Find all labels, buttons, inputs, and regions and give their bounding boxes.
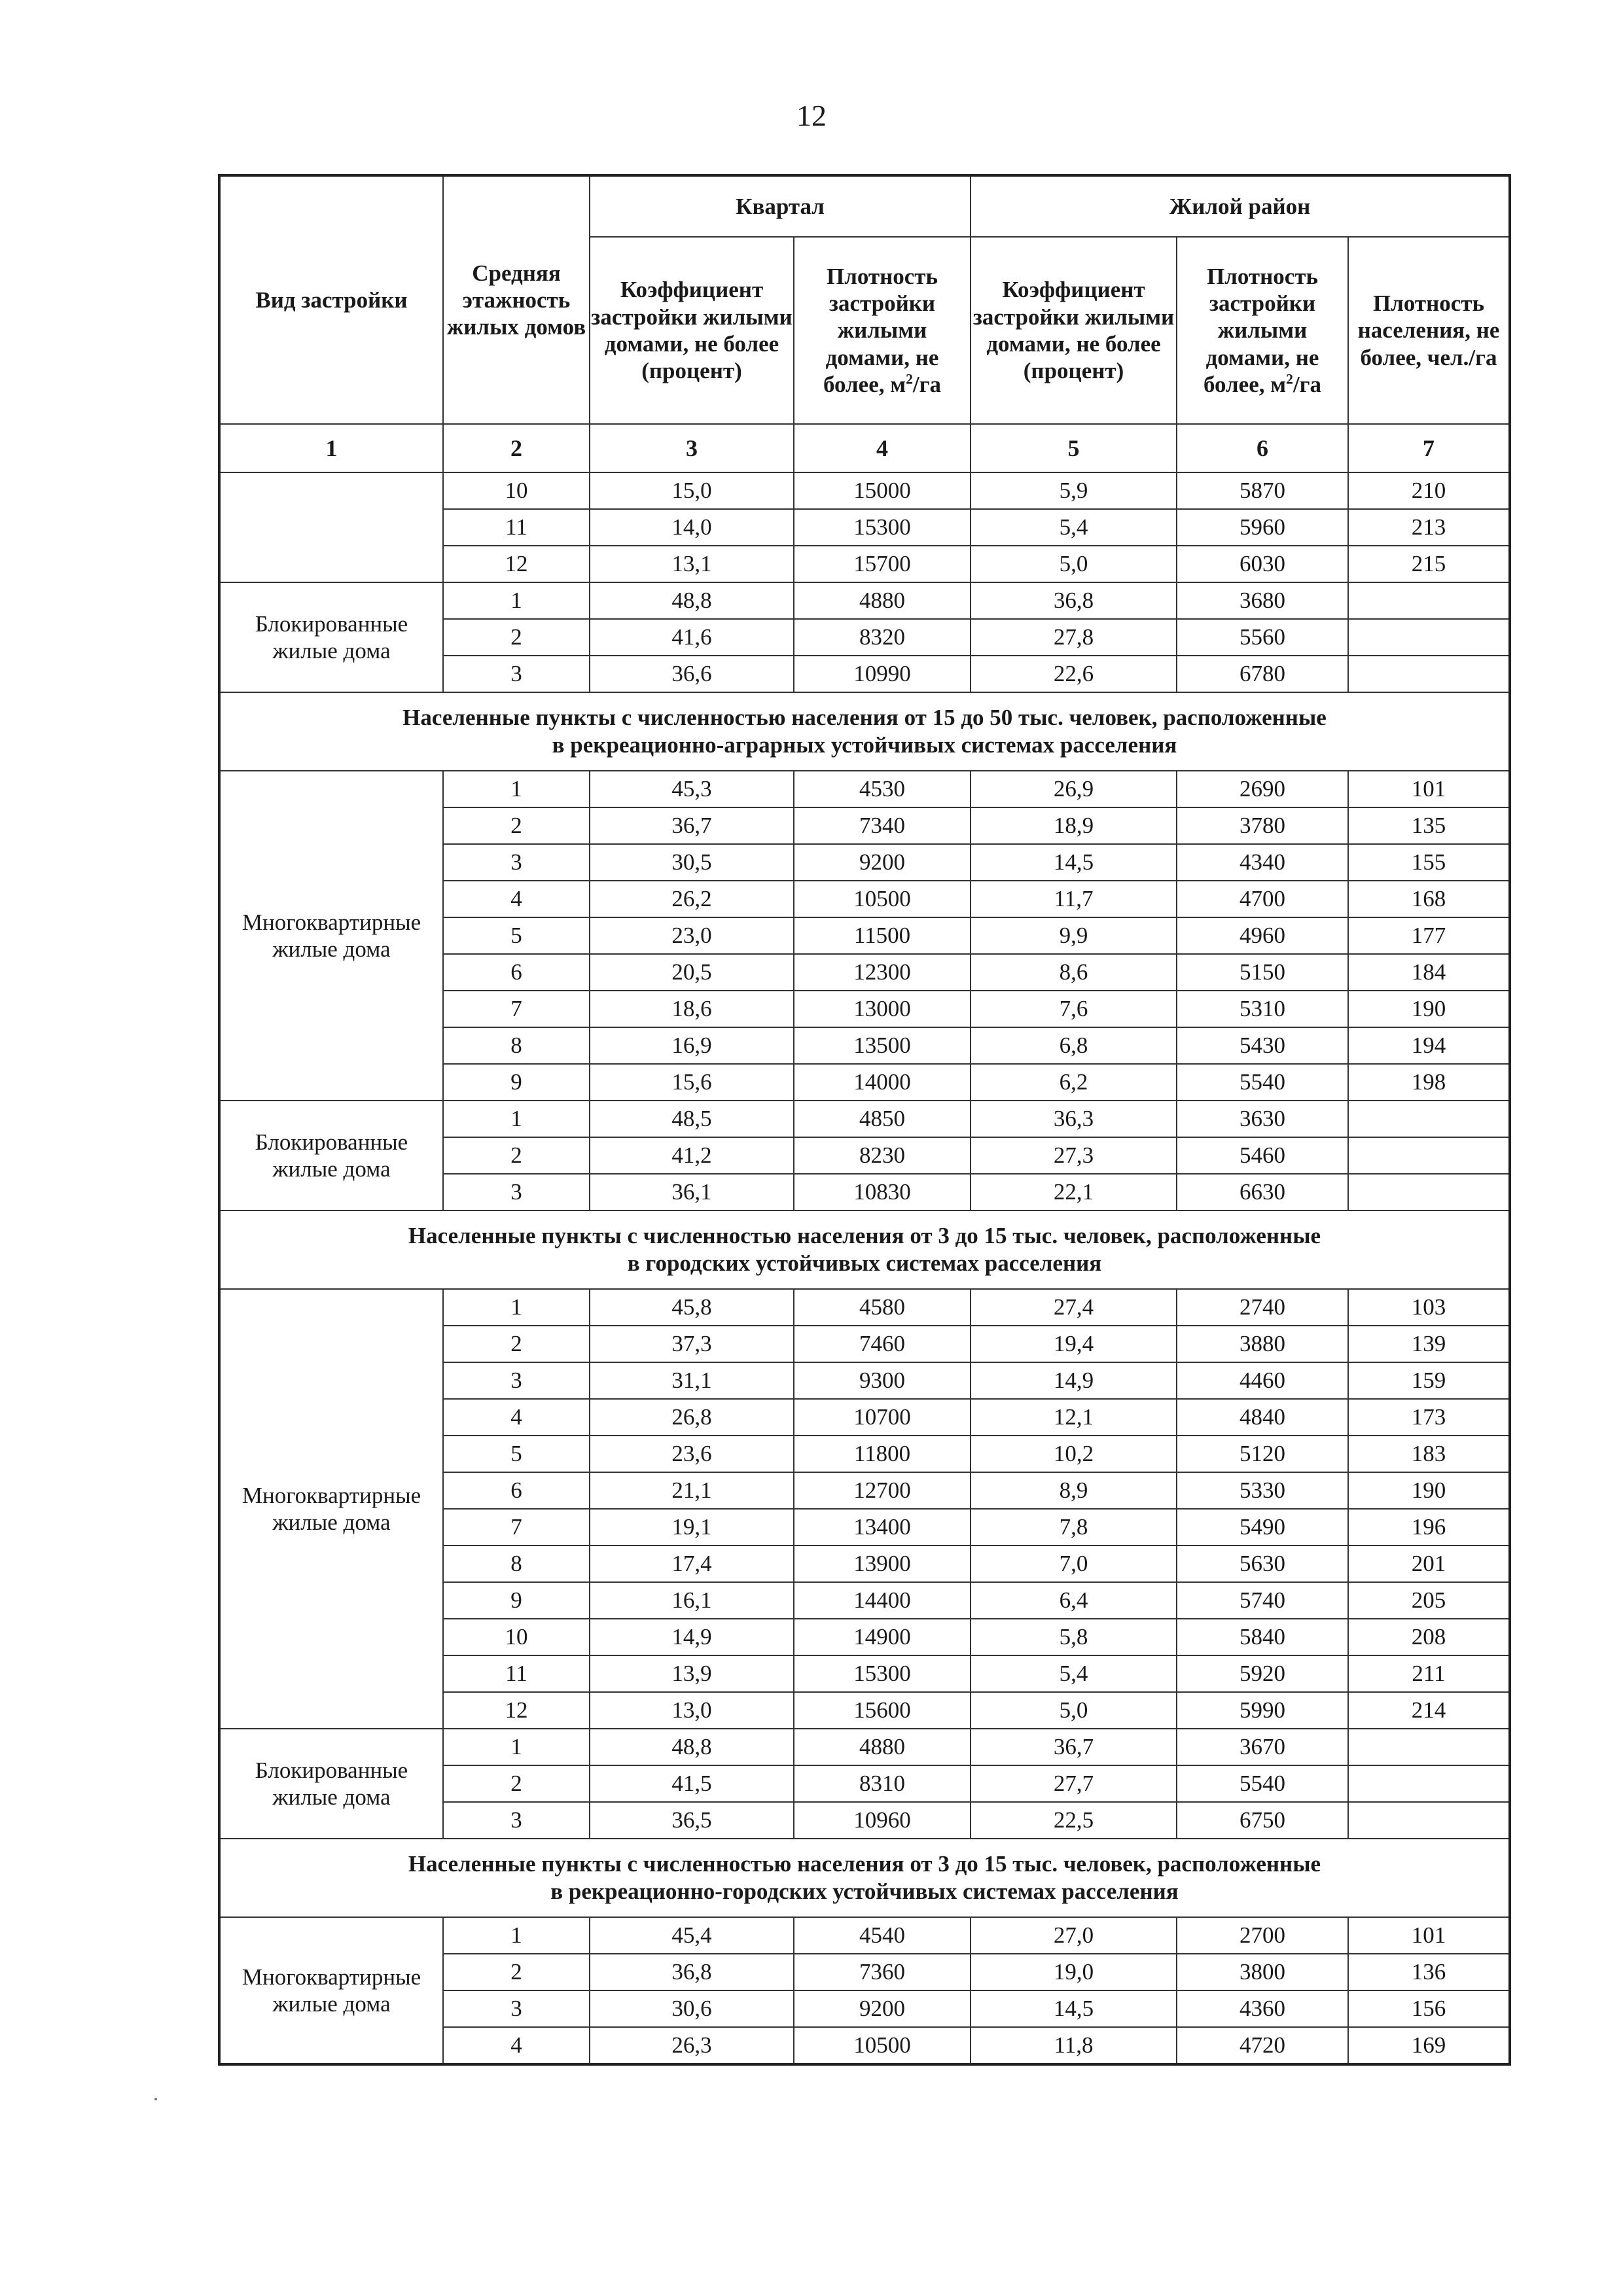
table-cell: 103 [1348,1289,1510,1326]
table-cell: 6,2 [971,1064,1177,1101]
table-cell: 13400 [794,1509,971,1545]
table-cell: 23,0 [590,917,794,954]
column-number: 3 [590,424,794,472]
table-cell: 6630 [1177,1174,1348,1210]
table-cell: 3 [443,1362,590,1399]
table-cell: 9 [443,1064,590,1101]
table-cell: 3 [443,844,590,881]
table-cell: 101 [1348,1917,1510,1954]
table-cell: 184 [1348,954,1510,991]
table-cell: 1 [443,1289,590,1326]
table-cell: 9300 [794,1362,971,1399]
table-cell: 15,0 [590,472,794,509]
table-cell: 12300 [794,954,971,991]
table-cell: 5 [443,917,590,954]
table-cell: 4880 [794,1729,971,1765]
table-cell: 5540 [1177,1064,1348,1101]
header-building-type: Вид застройки [219,175,443,424]
table-cell: 15700 [794,546,971,582]
building-type-cell: Блокированные жилые дома [219,1101,443,1210]
table-cell: 27,4 [971,1289,1177,1326]
table-cell: 208 [1348,1619,1510,1655]
table-row [219,771,1510,807]
table-cell: 5310 [1177,991,1348,1027]
table-cell: 13,1 [590,546,794,582]
table-cell: 2 [443,1765,590,1802]
table-cell: 14900 [794,1619,971,1655]
table-cell: 30,6 [590,1990,794,2027]
table-cell: 4530 [794,771,971,807]
table-cell: 30,5 [590,844,794,881]
header-district-coefficient: Коэффициент застройки жилыми домами, не более (процент) [971,237,1177,424]
table-cell [1348,1729,1510,1765]
table-cell: 3 [443,656,590,692]
table-cell: 36,7 [971,1729,1177,1765]
table-cell: 159 [1348,1362,1510,1399]
table-cell: 198 [1348,1064,1510,1101]
table-cell: 4960 [1177,917,1348,954]
table-cell: 45,4 [590,1917,794,1954]
table-cell: 13500 [794,1027,971,1064]
page-number: 12 [796,99,827,132]
header-population-density: Плотность населения, не более, чел./га [1348,237,1510,424]
table-cell: 101 [1348,771,1510,807]
table-cell: 5,9 [971,472,1177,509]
section-heading [219,1210,1510,1289]
table-cell [1348,1765,1510,1802]
table-cell: 16,1 [590,1582,794,1619]
table-cell: 155 [1348,844,1510,881]
table-cell: 5990 [1177,1692,1348,1729]
column-number: 2 [443,424,590,472]
table-row [219,1917,1510,1954]
table-cell: 215 [1348,546,1510,582]
table-cell: 5,0 [971,1692,1177,1729]
table-cell: 41,6 [590,619,794,656]
table-cell: 9200 [794,1990,971,2027]
table-cell: 26,3 [590,2027,794,2064]
table-cell: 12 [443,546,590,582]
table-cell: 2 [443,807,590,844]
table-cell: 41,2 [590,1137,794,1174]
table-cell: 3670 [1177,1729,1348,1765]
table-cell: 5330 [1177,1472,1348,1509]
table-cell: 27,7 [971,1765,1177,1802]
table-cell: 196 [1348,1509,1510,1545]
table-cell: 20,5 [590,954,794,991]
table-cell: 177 [1348,917,1510,954]
table-cell: 10,2 [971,1436,1177,1472]
table-cell: 18,9 [971,807,1177,844]
table-cell [1348,619,1510,656]
table-cell: 21,1 [590,1472,794,1509]
table-cell: 6 [443,1472,590,1509]
table-cell: 14,5 [971,844,1177,881]
table-cell: 1 [443,1729,590,1765]
table-cell: 11 [443,1655,590,1692]
table-cell: 4340 [1177,844,1348,881]
table-cell: 36,5 [590,1802,794,1839]
table-cell: 11800 [794,1436,971,1472]
table-cell: 8,6 [971,954,1177,991]
table-cell: 31,1 [590,1362,794,1399]
building-type-cell: Многоквартирные жилые дома [219,771,443,1101]
table-cell: 7360 [794,1954,971,1990]
table-cell: 22,1 [971,1174,1177,1210]
scan-artifact-dot [154,2098,157,2100]
table-cell: 15,6 [590,1064,794,1101]
header-group-block: Квартал [590,175,971,237]
table-cell [1348,1802,1510,1839]
table-cell: 23,6 [590,1436,794,1472]
table-row [219,582,1510,619]
section-heading [219,1839,1510,1917]
table-cell: 201 [1348,1545,1510,1582]
table-cell: 16,9 [590,1027,794,1064]
table-cell: 12700 [794,1472,971,1509]
table-cell: 7 [443,1509,590,1545]
column-number: 6 [1177,424,1348,472]
table-cell: 5 [443,1436,590,1472]
table-cell: 2 [443,1137,590,1174]
section-heading-row [219,692,1510,771]
table-cell: 36,6 [590,656,794,692]
table-cell: 2740 [1177,1289,1348,1326]
table-cell: 13,9 [590,1655,794,1692]
table-cell: 2 [443,1954,590,1990]
table-cell: 10960 [794,1802,971,1839]
table-cell: 14,5 [971,1990,1177,2027]
table-cell: 3 [443,1802,590,1839]
section-heading-line: Населенные пункты с численностью населения от 3 до 15 тыс. человек, расположенные [408,1223,1321,1248]
table-cell: 10990 [794,656,971,692]
table-cell: 36,1 [590,1174,794,1210]
table-cell: 10830 [794,1174,971,1210]
table-cell: 14,9 [971,1362,1177,1399]
table-cell: 11 [443,509,590,546]
table-cell: 10700 [794,1399,971,1436]
table-cell: 7,0 [971,1545,1177,1582]
table-cell: 135 [1348,807,1510,844]
table-cell: 37,3 [590,1326,794,1362]
table-cell: 14400 [794,1582,971,1619]
housing-density-table [218,174,1511,2066]
building-type-cell [219,472,443,582]
table-cell: 139 [1348,1326,1510,1362]
table-cell: 7,6 [971,991,1177,1027]
table-cell: 27,8 [971,619,1177,656]
table-cell: 5920 [1177,1655,1348,1692]
table-cell: 7340 [794,807,971,844]
table-cell: 190 [1348,1472,1510,1509]
table-cell: 1 [443,1101,590,1137]
table-cell: 36,7 [590,807,794,844]
table-cell: 213 [1348,509,1510,546]
table-cell: 45,8 [590,1289,794,1326]
table-cell: 15300 [794,1655,971,1692]
table-cell: 5960 [1177,509,1348,546]
table-cell: 4840 [1177,1399,1348,1436]
header-block-density-unit: /га [912,371,942,397]
table-cell: 27,0 [971,1917,1177,1954]
table-cell: 36,3 [971,1101,1177,1137]
table-cell: 18,6 [590,991,794,1027]
table-cell [1348,582,1510,619]
section-heading-line: Населенные пункты с численностью населения от 3 до 15 тыс. человек, расположенные [408,1851,1321,1877]
table-cell: 5,8 [971,1619,1177,1655]
table-cell: 48,5 [590,1101,794,1137]
table-cell: 4360 [1177,1990,1348,2027]
table-cell: 15600 [794,1692,971,1729]
table-cell [1348,1101,1510,1137]
table-cell: 3880 [1177,1326,1348,1362]
table-cell: 5540 [1177,1765,1348,1802]
building-type-cell: Блокированные жилые дома [219,582,443,692]
table-cell: 22,6 [971,656,1177,692]
table-cell: 3680 [1177,582,1348,619]
table-cell: 14,0 [590,509,794,546]
table-cell: 8,9 [971,1472,1177,1509]
table-cell: 7 [443,991,590,1027]
table-cell: 11500 [794,917,971,954]
table-cell: 5870 [1177,472,1348,509]
table-cell: 8320 [794,619,971,656]
table-cell: 4 [443,2027,590,2064]
section-heading-line: в городских устойчивых системах расселения [627,1250,1102,1276]
table-cell: 11,7 [971,881,1177,917]
table-cell: 4460 [1177,1362,1348,1399]
table-cell: 48,8 [590,582,794,619]
table-cell: 17,4 [590,1545,794,1582]
table-cell: 5490 [1177,1509,1348,1545]
section-heading-row [219,1839,1510,1917]
table-cell: 10 [443,472,590,509]
header-district-density-text: Плотность застройки жилыми домами, не более, м [1203,263,1319,397]
table-cell: 15300 [794,509,971,546]
table-cell: 12 [443,1692,590,1729]
table-cell: 1 [443,582,590,619]
table-cell: 26,2 [590,881,794,917]
table-cell: 2690 [1177,771,1348,807]
table-cell: 183 [1348,1436,1510,1472]
table-cell: 19,0 [971,1954,1177,1990]
table-cell: 5460 [1177,1137,1348,1174]
table-cell: 9200 [794,844,971,881]
section-heading-line: в рекреационно-аграрных устойчивых системах расселения [552,732,1177,758]
table-cell: 4 [443,1399,590,1436]
table-cell: 9,9 [971,917,1177,954]
table-cell: 5120 [1177,1436,1348,1472]
column-number-row [219,424,1510,472]
table-header [219,175,1510,472]
table-cell: 6780 [1177,656,1348,692]
table-cell: 48,8 [590,1729,794,1765]
table-cell: 169 [1348,2027,1510,2064]
table-cell: 14,9 [590,1619,794,1655]
table-cell: 8 [443,1545,590,1582]
table-cell: 6 [443,954,590,991]
table-cell: 13,0 [590,1692,794,1729]
table-row [219,1729,1510,1765]
section-heading-line: Населенные пункты с численностью населения от 15 до 50 тыс. человек, расположенные [402,705,1327,730]
table-cell: 8310 [794,1765,971,1802]
table-cell: 5430 [1177,1027,1348,1064]
table-cell: 7,8 [971,1509,1177,1545]
table-cell: 211 [1348,1655,1510,1692]
table-cell: 10500 [794,881,971,917]
table-cell: 14000 [794,1064,971,1101]
table-cell: 6,8 [971,1027,1177,1064]
header-district-density-unit: /га [1293,371,1322,397]
header-district-density [1177,237,1348,424]
column-number: 1 [219,424,443,472]
table-cell: 3800 [1177,1954,1348,1990]
header-average-floors: Средняя этажность жилых домов [443,175,590,424]
table-cell: 5840 [1177,1619,1348,1655]
table-cell: 19,1 [590,1509,794,1545]
table-cell: 1 [443,771,590,807]
table-cell: 194 [1348,1027,1510,1064]
table-cell: 4 [443,881,590,917]
header-district-density-sup: 2 [1286,371,1293,387]
table-cell: 5560 [1177,619,1348,656]
table-cell: 205 [1348,1582,1510,1619]
table-cell: 11,8 [971,2027,1177,2064]
table-cell: 8 [443,1027,590,1064]
table-cell: 2 [443,619,590,656]
header-block-density [794,237,971,424]
table-cell: 5150 [1177,954,1348,991]
table-cell: 173 [1348,1399,1510,1436]
table-cell: 190 [1348,991,1510,1027]
table-cell: 168 [1348,881,1510,917]
header-group-district: Жилой район [971,175,1510,237]
table-cell: 26,9 [971,771,1177,807]
table-cell: 4580 [794,1289,971,1326]
table-row [219,1289,1510,1326]
table-cell: 27,3 [971,1137,1177,1174]
table-cell: 1 [443,1917,590,1954]
table-cell: 12,1 [971,1399,1177,1436]
table-cell: 10500 [794,2027,971,2064]
table-cell: 2 [443,1326,590,1362]
table-cell: 6030 [1177,546,1348,582]
table-cell: 26,8 [590,1399,794,1436]
table-cell: 5,4 [971,1655,1177,1692]
table-cell: 5,4 [971,509,1177,546]
table-cell: 3780 [1177,807,1348,844]
table-cell: 22,5 [971,1802,1177,1839]
column-number: 5 [971,424,1177,472]
building-type-cell: Блокированные жилые дома [219,1729,443,1839]
table-cell: 36,8 [590,1954,794,1990]
table-cell [1348,1174,1510,1210]
table-cell: 5740 [1177,1582,1348,1619]
table-cell: 45,3 [590,771,794,807]
header-block-coefficient: Коэффициент застройки жилыми домами, не более (процент) [590,237,794,424]
table-cell: 13900 [794,1545,971,1582]
table-cell: 13000 [794,991,971,1027]
table-cell: 3630 [1177,1101,1348,1137]
column-number: 7 [1348,424,1510,472]
section-heading-line: в рекреационно-городских устойчивых системах расселения [550,1879,1179,1904]
table-cell: 36,8 [971,582,1177,619]
section-heading [219,692,1510,771]
header-block-density-text: Плотность застройки жилыми домами, не более, м [823,263,939,397]
table-cell: 210 [1348,472,1510,509]
table-body [219,472,1510,2064]
column-number: 4 [794,424,971,472]
table-cell: 6,4 [971,1582,1177,1619]
table-cell: 7460 [794,1326,971,1362]
table-cell: 156 [1348,1990,1510,2027]
table-cell: 8230 [794,1137,971,1174]
table-cell [1348,656,1510,692]
table-cell: 6750 [1177,1802,1348,1839]
building-type-cell: Многоквартирные жилые дома [219,1289,443,1729]
table-cell: 4700 [1177,881,1348,917]
table-row [219,1101,1510,1137]
table-cell: 2700 [1177,1917,1348,1954]
table-cell: 3 [443,1174,590,1210]
table-cell: 136 [1348,1954,1510,1990]
table-cell: 4880 [794,582,971,619]
table-cell: 3 [443,1990,590,2027]
table-row [219,472,1510,509]
table-cell: 5,0 [971,546,1177,582]
table-cell: 4720 [1177,2027,1348,2064]
table-cell: 15000 [794,472,971,509]
table-cell: 9 [443,1582,590,1619]
table-cell: 214 [1348,1692,1510,1729]
header-block-density-sup: 2 [906,371,913,387]
table-cell [1348,1137,1510,1174]
table-cell: 41,5 [590,1765,794,1802]
table-cell: 4540 [794,1917,971,1954]
table-cell: 19,4 [971,1326,1177,1362]
table-cell: 10 [443,1619,590,1655]
building-type-cell: Многоквартирные жилые дома [219,1917,443,2064]
section-heading-row [219,1210,1510,1289]
table-cell: 4850 [794,1101,971,1137]
table-cell: 5630 [1177,1545,1348,1582]
